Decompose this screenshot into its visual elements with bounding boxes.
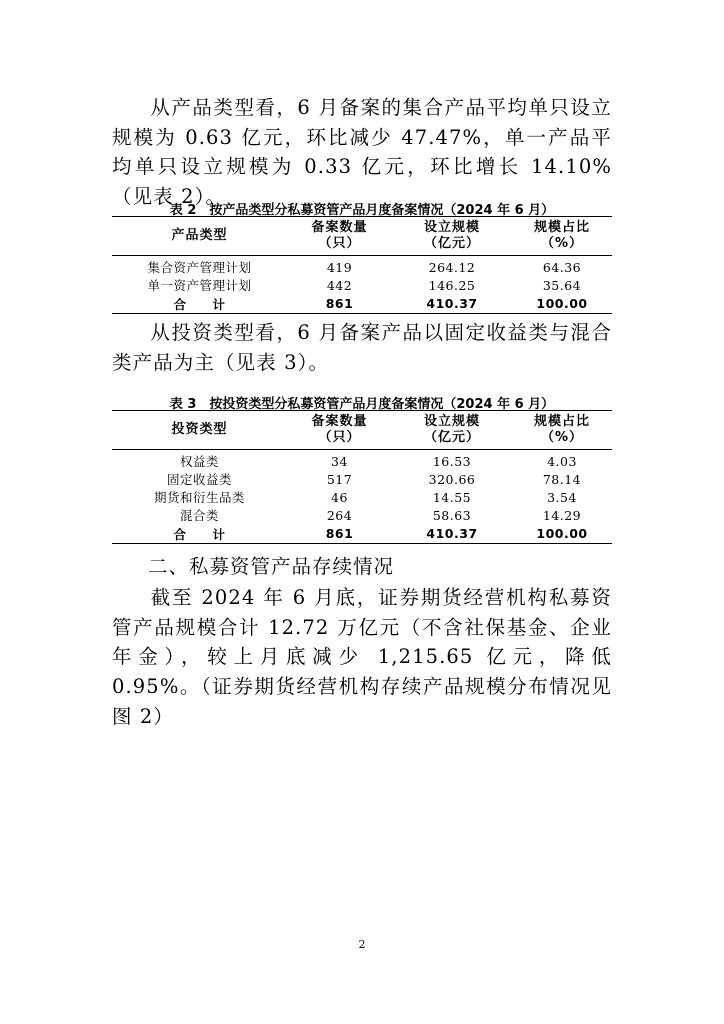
section-heading: 二、私募资管产品存续情况 [148, 555, 395, 578]
table-cell: 期货和衍生品类 [153, 490, 245, 505]
table-cell: 34 [331, 453, 348, 469]
table2 [112, 216, 612, 314]
table-cell: 861 [287, 294, 392, 314]
table2-caption: 表 2 按产品类型分私募资管产品月度备案情况（2024 年 6 月） [169, 203, 555, 218]
table-cell: 16.53 [432, 453, 472, 469]
table-row [112, 488, 612, 506]
page-number: 2 [358, 938, 366, 951]
paragraph-investment-type: 从投资类型看，6 月备案产品以固定收益类与混合类产品为主（见表 3）。 [112, 321, 612, 374]
table-cell: 264.12 [428, 259, 476, 275]
table-total-row [112, 524, 612, 544]
table-cell: 合 计 [112, 524, 287, 544]
table-cell: 320.66 [428, 471, 476, 487]
table-cell: 419 [326, 259, 353, 275]
table3 [112, 410, 612, 544]
table-cell: 权益类 [179, 454, 219, 469]
table-cell: 固定收益类 [166, 472, 232, 487]
table-cell: 64.36 [542, 259, 582, 275]
paragraph-existing-products: 截至 2024 年 6 月底，证券期货经营机构私募资管产品规模合计 12.72 万亿元（不含社保基金、企业年金），较上月底减少 1,215.65 亿元，降低 0.95%。（证券期货经营机构存续产品规模分布情况见图 2） [112, 586, 612, 728]
table-cell: 517 [326, 471, 353, 487]
table-cell: 264 [326, 507, 353, 523]
table-cell: 单一资产管理计划 [147, 278, 252, 293]
table-cell: 410.37 [392, 294, 512, 314]
table2-header-count: 备案数量 （只） [287, 217, 392, 256]
table-cell: 100.00 [512, 524, 612, 544]
table-cell: 146.25 [428, 277, 476, 293]
table2-header-type: 产品类型 [112, 217, 287, 256]
table-cell: 集合资产管理计划 [147, 260, 252, 275]
table-cell: 58.63 [432, 507, 472, 523]
table-row [112, 256, 612, 277]
table-cell: 合 计 [112, 294, 287, 314]
table-cell: 78.14 [542, 471, 582, 487]
table-row [112, 470, 612, 488]
table-cell: 14.55 [432, 489, 472, 505]
table-total-row [112, 294, 612, 314]
table3-header-share: 规模占比 （%） [512, 411, 612, 450]
table-cell: 4.03 [547, 453, 577, 469]
table2-header-share: 规模占比 （%） [512, 217, 612, 256]
table3-header-scale: 设立规模 （亿元） [392, 411, 512, 450]
table-cell: 46 [331, 489, 348, 505]
table-row [112, 276, 612, 294]
table3-header-count: 备案数量 （只） [287, 411, 392, 450]
table-cell: 35.64 [542, 277, 582, 293]
table-row [112, 506, 612, 524]
table-cell: 混合类 [179, 508, 219, 523]
table-row [112, 450, 612, 471]
table2-header-scale: 设立规模 （亿元） [392, 217, 512, 256]
table-cell: 442 [326, 277, 353, 293]
table3-header-type: 投资类型 [112, 411, 287, 450]
table-cell: 861 [287, 524, 392, 544]
table-cell: 100.00 [512, 294, 612, 314]
table3-caption: 表 3 按投资类型分私募资管产品月度备案情况（2024 年 6 月） [169, 397, 555, 412]
table-cell: 14.29 [542, 507, 582, 523]
table-cell: 3.54 [547, 489, 577, 505]
table-cell: 410.37 [392, 524, 512, 544]
paragraph-product-type: 从产品类型看，6 月备案的集合产品平均单只设立规模为 0.63 亿元，环比减少 47.47%，单一产品平均单只设立规模为 0.33 亿元，环比增长 14.10%（见表 2）。 [112, 96, 612, 209]
